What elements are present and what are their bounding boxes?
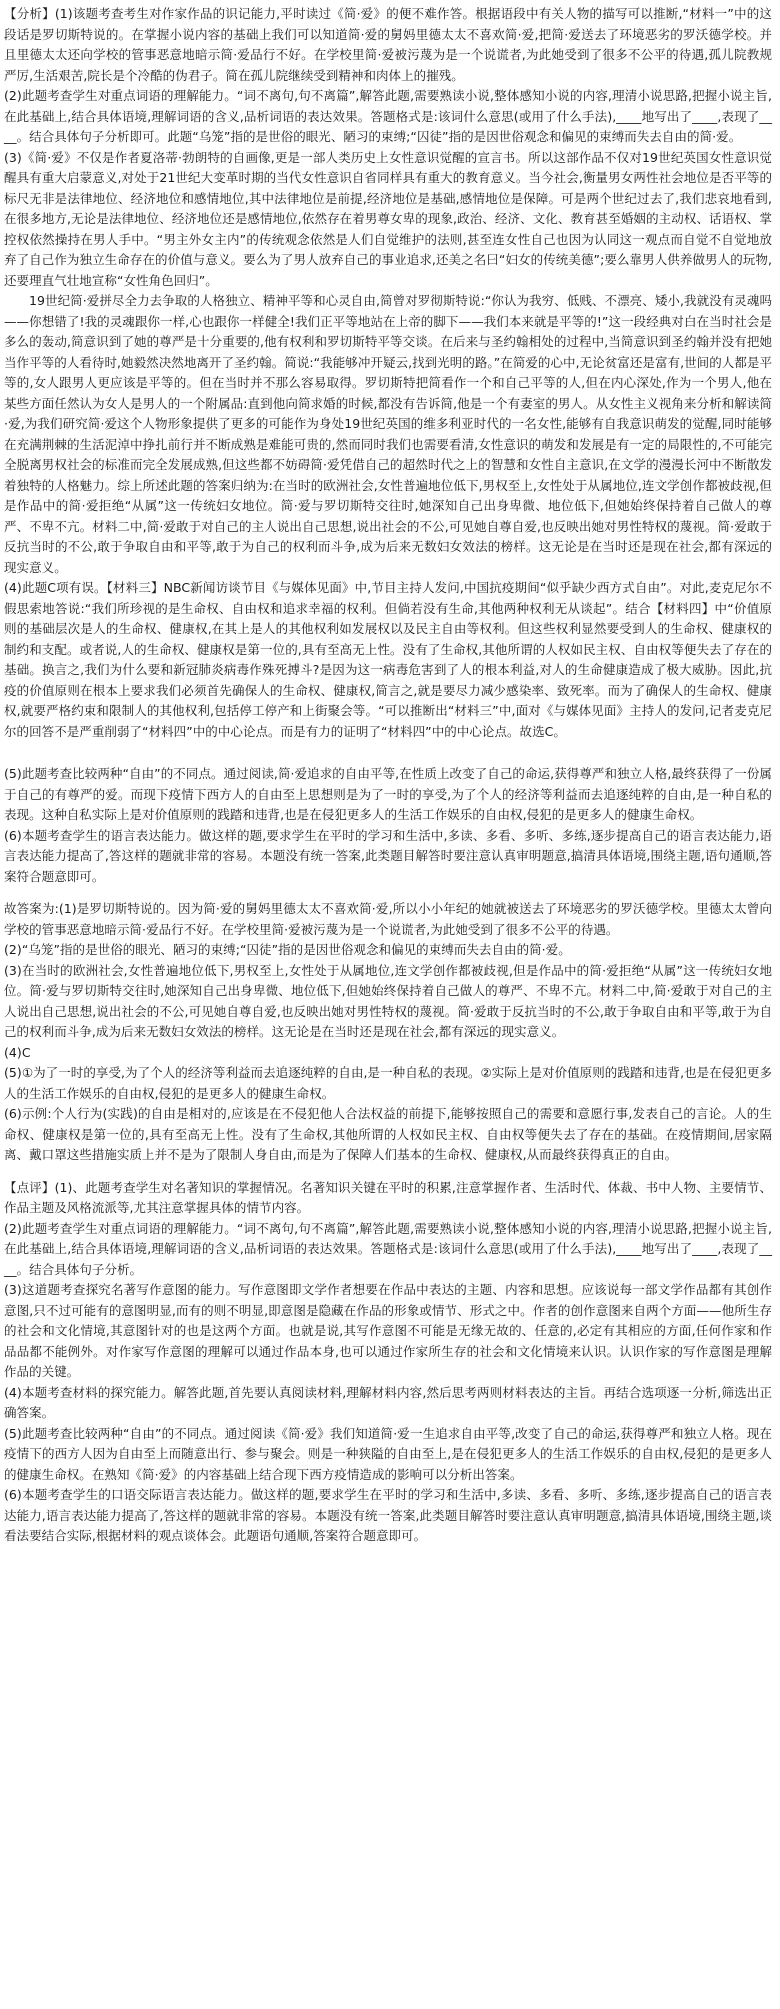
commentary-3: (3)这道题考查探究名著写作意图的能力。写作意图即文学作者想要在作品中表达的主题、内容和思想。应该说每一部文学作品都有其创作意图,只不过可能有的意图明显,而有的则不明显,即意图是隐藏在作品的形象或情节、形式之中。作者的创作意图来自两个方面——他所生存的社会和文化情境,其意图针对的也是这两个方面。也就是说,其写作意图不可能是无缘无故的、任意的,必定有其相应的方面,任何作家和作品品都不能例外。对作家写作意图的理解可以通过作品本身,也可以通过作家所生存的社会和文化情境来认识。认识作家的写作意图是理解作品的关键。 <box>4 1282 772 1379</box>
analysis-paragraph-7: (6)本题考查学生的语言表达能力。做这样的题,要求学生在平时的学习和生活中,多读、多看、多听、多练,逐步提高自己的语言表达能力,语言表达能力提高了,答这样的题就非常的容易。本题没有统一答案,此类题目解答时要注意认真审明题意,搞清具体语境,围绕主题,语句通顺,答案符合题意即可。 <box>4 827 772 884</box>
analysis-continued-section <box>4 764 772 887</box>
analysis-paragraph-4: 19世纪简·爱拼尽全力去争取的人格独立、精神平等和心灵自由,简曾对罗彻斯特说:“你认为我穷、低贱、不漂亮、矮小,我就没有灵魂吗——你想错了!我的灵魂跟你一样,心也跟你一样健全!我们正平等地站在上帝的脚下——我们本来就是平等的!”这一段经典对白在当时社会是多么的轰动,简意识到了她的尊严是十分重要的,他有权利和罗切斯特平等交谈。在后来与圣约翰相处的过程中,当简意识到圣约翰并没有把她当作平等的人看待时,她毅然决然地离开了圣约翰。简说:“我能够冲开疑云,找到光明的路。”在简爱的心中,无论贫富还是富有,世间的人都是平等的,女人跟男人更应该是平等的。但在当时并不那么容易取得。罗切斯特把简看作一个和自己平等的人,但在内心深处,作为一个男人,他在某些方面任然认为女人是男人的一个附属品:直到他向简求婚的时候,都没有告诉简,他是一个有妻室的男人。从女性主义视角来分析和解读简·爱,为我们研究简·爱这个人物形象提供了更多的可能作为身处19世纪英国的维多利亚时代的一名女性,能够有自我意识萌发的觉醒,同时能够在充满荆棘的生活泥淖中挣扎前行并不断成熟是难能可贵的,然而同时我们也需要看清,女性意识的萌发和发展是有一定的局限性的,不可能完全脱离男权社会的标准而完全发展成熟,但这些都不妨碍简·爱凭借自己的超然时代之上的智慧和女性自主意识,在文学的漫漫长河中不断散发着独特的人格魅力。综上所述此题的答案归纳为:在当时的欧洲社会,女性普遍地位低下,男权至上,女性处于从属地位,连文学创作都被歧视,但是作品中的简·爱拒绝“从属”这一传统妇女地位。简·爱与罗切斯特交往时,她深知自己出身卑微、地位低下,但她始终保持着自己做人的尊严、不卑不亢。材料二中,简·爱敢于对自己的主人说出自己思想,说出社会的不公,可见她自尊自爱,也反映出她对男性特权的蔑视。简·爱敢于反抗当时的不公,敢于争取自由和平等,敢于为自己的权利而斗争,成为后来无数妇女效法的榜样。这无论是在当时还是现在社会,都有深远的现实意义。 <box>4 293 772 575</box>
answer-1: 故答案为:(1)是罗切斯特说的。因为简·爱的舅妈里德太太不喜欢简·爱,所以小小年纪的她就被送去了环境恶劣的罗沃德学校。里德太太曾向学校的管事恶意地暗示简·爱品行不好。在学校里简·爱被污蔑为是一个说谎者,为此她受到了很多不公平的待遇。 <box>4 901 772 937</box>
answer-4: (4)C <box>4 1044 31 1060</box>
analysis-paragraph-1: 【分析】(1)该题考查考生对作家作品的识记能力,平时读过《简·爱》的便不难作答。根据语段中有关人物的描写可以推断,“材料一”中的这段话是罗切斯特说的。在掌握小说内容的基础上我们可以知道简·爱的舅妈里德太太不喜欢简·爱,把简·爱送去了环境恶劣的罗沃德学校。并且里德太太还向学校的管事恶意地暗示简·爱品行不好。在学校里简·爱被污蔑为是一个说谎者,为此她受到了很多不公平的待遇,孤儿院教规严厉,生活艰苦,院长是个冷酷的伪君子。简在孤儿院继续受到精神和肉体上的摧残。 <box>4 6 772 83</box>
analysis-paragraph-5: (4)此题C项有误。【材料三】NBC新闻访谈节目《与媒体见面》中,节目主持人发问,中国抗疫期间“似乎缺少西方式自由”。对此,麦克尼尔不假思索地答说:“我们所珍视的是生命权、自由权和追求幸福的权利。但倘若没有生命,其他两种权利无从谈起”。结合【材料四】中“价值原则的基础层次是人的生命权、健康权,在其上是人的其他权利如发展权以及民主自由等权利。但这些权利显然要受到人的生命权、健康权的制约和支配。或者说,人的生命权、健康权是第一位的,具有至高无上性。没有了生命权,其他所谓的人权如民主权、自由权等便失去了存在的基础。换言之,我们为什么要和新冠肺炎病毒作殊死搏斗?是因为这一病毒危害到了人的根本利益,对人的生命健康造成了极大威胁。因此,抗疫的价值原则在根本上要求我们必须首先确保人的生命权、健康权,简言之,就是要尽力减少感染率、致死率。而为了确保人的生命权、健康权,就要严格约束和限制人的其他权利,包括停工停产和上街聚会等。“可以推断出“材料三”中,面对《与媒体见面》主持人的发问,记者麦克尼尔的回答不是严重削弱了“材料四”中的中心论点。而是有力的证明了“材料四”中的中心论点。故选C。 <box>4 580 772 739</box>
analysis-paragraph-6: (5)此题考查比较两种“自由”的不同点。通过阅读,简·爱追求的自由平等,在性质上改变了自己的命运,获得尊严和独立人格,最终获得了一份属于自己的有尊严的爱。而现下疫情下西方人的自由至上思想则是为了一时的享受,为了个人的经济等利益而去追逐纯粹的自由,是一种自私的表现。这种自私实际上是对价值原则的践踏和违背,也是在侵犯更多人的生活工作娱乐的自由权,侵犯的是更多人的健康生命权。 <box>4 766 772 822</box>
commentary-4: (4)本题考查材料的探究能力。解答此题,首先要认真阅读材料,理解材料内容,然后思考两则材料表达的主旨。再结合选项逐一分析,筛选出正确答案。 <box>4 1384 772 1420</box>
commentary-section <box>4 1178 772 1547</box>
commentary-6: (6)本题考查学生的口语交际语言表达能力。做这样的题,要求学生在平时的学习和生活中,多读、多看、多听、多练,逐步提高自己的语言表达能力,语言表达能力提高了,答这样的题就非常的容易。本题没有统一答案,此类题目解答时要注意认真审明题意,搞清具体语境,围绕主题,谈看法要结合实际,根据材料的观点谈体会。此题语句通顺,答案符合题意即可。 <box>4 1487 772 1543</box>
spacer <box>4 887 772 899</box>
answer-2: (2)“乌笼”指的是世俗的眼光、陋习的束缚;“囚徒”指的是因世俗观念和偏见的束缚而失去自由的简·爱。 <box>4 942 571 957</box>
analysis-paragraph-3: (3)《简·爱》不仅是作者夏洛蒂·勃朗特的自画像,更是一部人类历史上女性意识觉醒的宣言书。所以这部作品不仅对19世纪英国女性意识觉醒具有重大启蒙意义,对处于21世纪大变革时期的当代女性意识自省同样具有重大的教育意义。当今社会,衡量男女两性社会地位是否平等的标尺无非是法律地位、经济地位和感情地位,其中法律地位是前提,经济地位是基础,感情地位是保障。可是两个世纪过去了,我们悲哀地看到,在很多地方,无论是法律地位、经济地位还是感情地位,依然存在着男尊女卑的现象,政治、经济、文化、教育甚至婚姻的主动权、话语权、掌控权依然操持在男人手中。“男主外女主内”的传统观念依然是人们自觉维护的法则,甚至连女性自己也因为认同这一观点而自觉不自觉地放弃了自己作为独立生命存在的价值与意义。要么为了男人放弃自己的事业追求,还美之名曰“妇女的传统美德”;要么靠男人供养做男人的玩物,还要理直气壮地宣称“女性角色回归”。 <box>4 149 772 288</box>
spacer <box>4 742 772 764</box>
answer-3: (3)在当时的欧洲社会,女性普遍地位低下,男权至上,女性处于从属地位,连文学创作都被歧视,但是作品中的简·爱拒绝“从属”这一传统妇女地位。简·爱与罗切斯特交往时,她深知自己出身卑微、地位低下,但她始终保持着自己做人的尊严、不卑不亢。材料二中,简·爱敢于对自己的主人说出自己思想,说出社会的不公,可见她自尊自爱,也反映出她对男性特权的蔑视。简·爱敢于反抗当时的不公,敢于争取自由和平等,敢于为自己的权利而斗争,成为后来无数妇女效法的榜样。这无论是在当时还是现在社会,都有深远的现实意义。 <box>4 962 772 1039</box>
answer-6: (6)示例:个人行为(实践)的自由是相对的,应该是在不侵犯他人合法权益的前提下,能够按照自己的需要和意愿行事,发表自己的言论。人的生命权、健康权是第一位的,具有至高无上性。没有了生命权,其他所谓的人权如民主权、自由权等便失去了存在的基础。在疫情期间,居家隔离、戴口罩这些措施实质上并不是为了限制人身自由,而是为了保障人们基本的生命权、健康权,从而最终获得真正的自由。 <box>4 1106 772 1162</box>
spacer <box>4 1166 772 1178</box>
commentary-2: (2)此题考查学生对重点词语的理解能力。“词不离句,句不离篇”,解答此题,需要熟读小说,整体感知小说的内容,理清小说思路,把握小说主旨,在此基础上,结合具体语境,理解词语的含义,品析词语的表达效果。答题格式是:该词什么意思(或用了什么手法),____地写出了____,表现了____。结合具体句子分析。 <box>4 1220 772 1277</box>
commentary-5: (5)此题考查比较两种“自由”的不同点。通过阅读《简·爱》我们知道简·爱一生追求自由平等,改变了自己的命运,获得尊严和独立人格。现在疫情下的西方人因为自由至上而随意出行、参与聚会。则是一种狭隘的自由至上,是在侵犯更多人的生活工作娱乐的自由权,侵犯的是更多人的健康生命权。在熟知《简·爱》的内容基础上结合现下西方疫情造成的影响可以分析出答案。 <box>4 1425 772 1482</box>
analysis-section <box>4 4 772 742</box>
answers-section <box>4 899 772 1166</box>
analysis-paragraph-2: (2)此题考查学生对重点词语的理解能力。“词不离句,句不离篇”,解答此题,需要熟读小说,整体感知小说的内容,理清小说思路,把握小说主旨,在此基础上,结合具体语境,理解词语的含义,品析词语的表达效果。答题格式是:该词什么意思(或用了什么手法),____地写出了____,表现了____。结合具体句子分析即可。此题“乌笼”指的是世俗的眼光、陋习的束缚;“囚徒”指的是因世俗观念和偏见的束缚而失去自由的简·爱。 <box>4 88 772 144</box>
commentary-1: 【点评】(1)、此题考查学生对名著知识的掌握情况。名著知识关键在平时的积累,注意掌握作者、生活时代、体裁、书中人物、主要情节、作品主题及风格流派等,尤其注意掌握具体的情节内容。 <box>4 1179 772 1215</box>
answer-5: (5)①为了一时的享受,为了个人的经济等利益而去追逐纯粹的自由,是一种自私的表现。②实际上是对价值原则的践踏和违背,也是在侵犯更多人的生活工作娱乐的自由权,侵犯的是更多人的健康生命权。 <box>4 1065 772 1101</box>
